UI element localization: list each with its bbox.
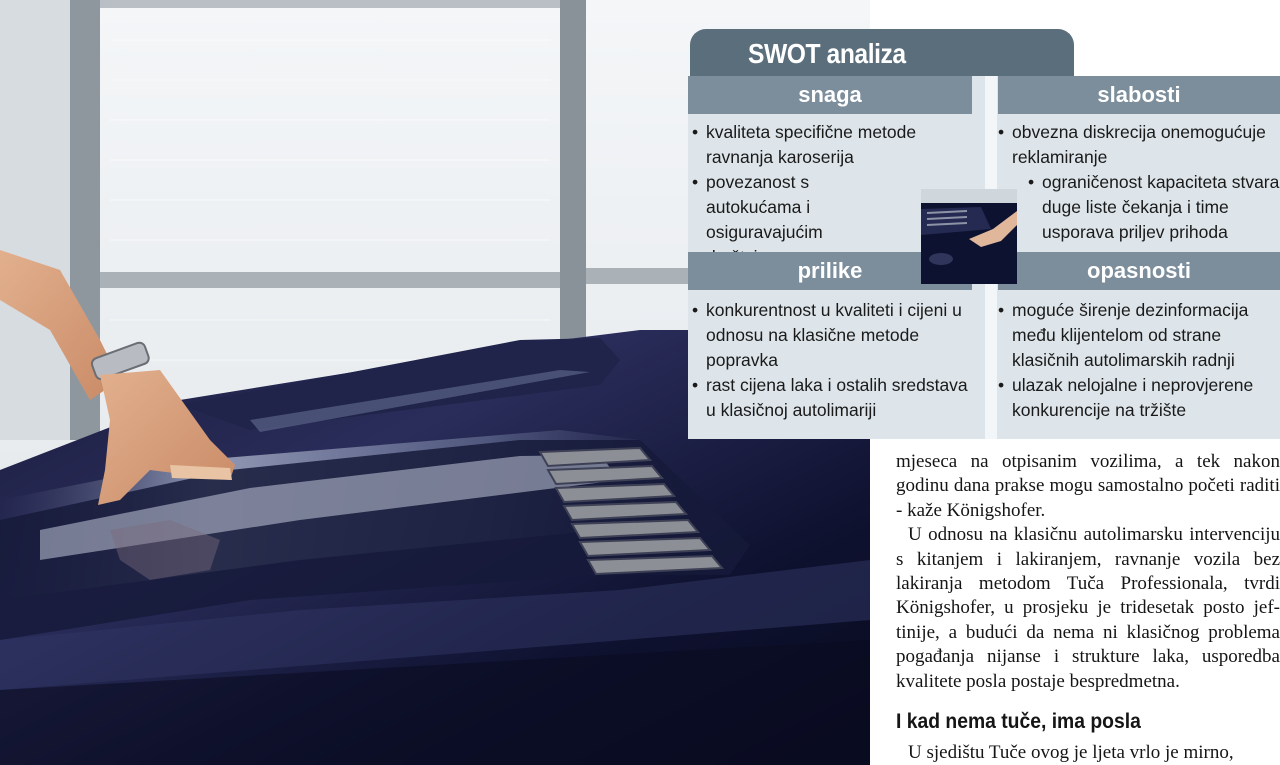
opportunities-item: • konkurentnost u kvaliteti i cijeni u odnosu na klasične metode popravka bbox=[692, 298, 977, 373]
strengths-item: • povezanost s autokućama i osiguravajućim bbox=[692, 170, 887, 270]
swot-analysis-box bbox=[688, 29, 1280, 439]
weaknesses-subitem: • ograničenost kapaciteta stvara duge liste čekanja i time usporava priljev prihoda bbox=[1028, 170, 1280, 245]
threats-item: • ulazak nelojalne i neprovjerene konkurencije na tržište bbox=[998, 373, 1280, 423]
weaknesses-item: • obvezna diskrecija onemogućuje reklamiranje bbox=[998, 120, 1280, 170]
article-paragraph: U sjedištu Tuče ovog je ljeta vrlo je mirno, bbox=[908, 742, 1234, 763]
article-paragraph: mjeseca na otpisanim vozilima, a tek nakon godinu dana prakse mogu samostalno početi raditi - kaže Königshofer. bbox=[896, 451, 1280, 521]
hood-thumbnail-illustration bbox=[921, 189, 1017, 284]
threats-item: • moguće širenje dezinformacija među klijentelom od strane klasičnih autolimarskih radnji bbox=[998, 298, 1280, 373]
strengths-heading: snaga bbox=[688, 76, 972, 114]
swot-title-tab bbox=[690, 29, 1074, 77]
opportunities-heading: prilike bbox=[688, 252, 972, 290]
opportunities-item: • rast cijena laka i ostalih sredstava u klasičnoj autolimariji bbox=[692, 373, 977, 423]
threats-list bbox=[998, 298, 1280, 423]
swot-body bbox=[688, 76, 1280, 439]
weaknesses-list bbox=[998, 120, 1280, 245]
hood-thumbnail-photo bbox=[921, 189, 1017, 284]
threats-heading: opasnosti bbox=[998, 252, 1280, 290]
article-body bbox=[896, 450, 1280, 694]
weaknesses-heading: slabosti bbox=[998, 76, 1280, 114]
article-paragraph: U odnosu na klasičnu autolimarsku intervenciju s kitanjem i lakiranjem, ravnanje vozila bez lakiranja metodom Tuča Professionala, tvrdi Königshofer, u prosjeku je tridesetak posto jeftinije, a budući da nema ni klasičnog problema pogađanja nijanse i strukture laka, usporedba kvalitete posla postaje bespredmetna. bbox=[896, 524, 1280, 692]
swot-title: SWOT analiza bbox=[748, 38, 906, 69]
article-subheading: I kad nema tuče, ima posla bbox=[896, 710, 1141, 733]
strengths-item: • kvaliteta specifične metode ravnanja karoserija bbox=[692, 120, 977, 170]
opportunities-list bbox=[692, 298, 977, 423]
